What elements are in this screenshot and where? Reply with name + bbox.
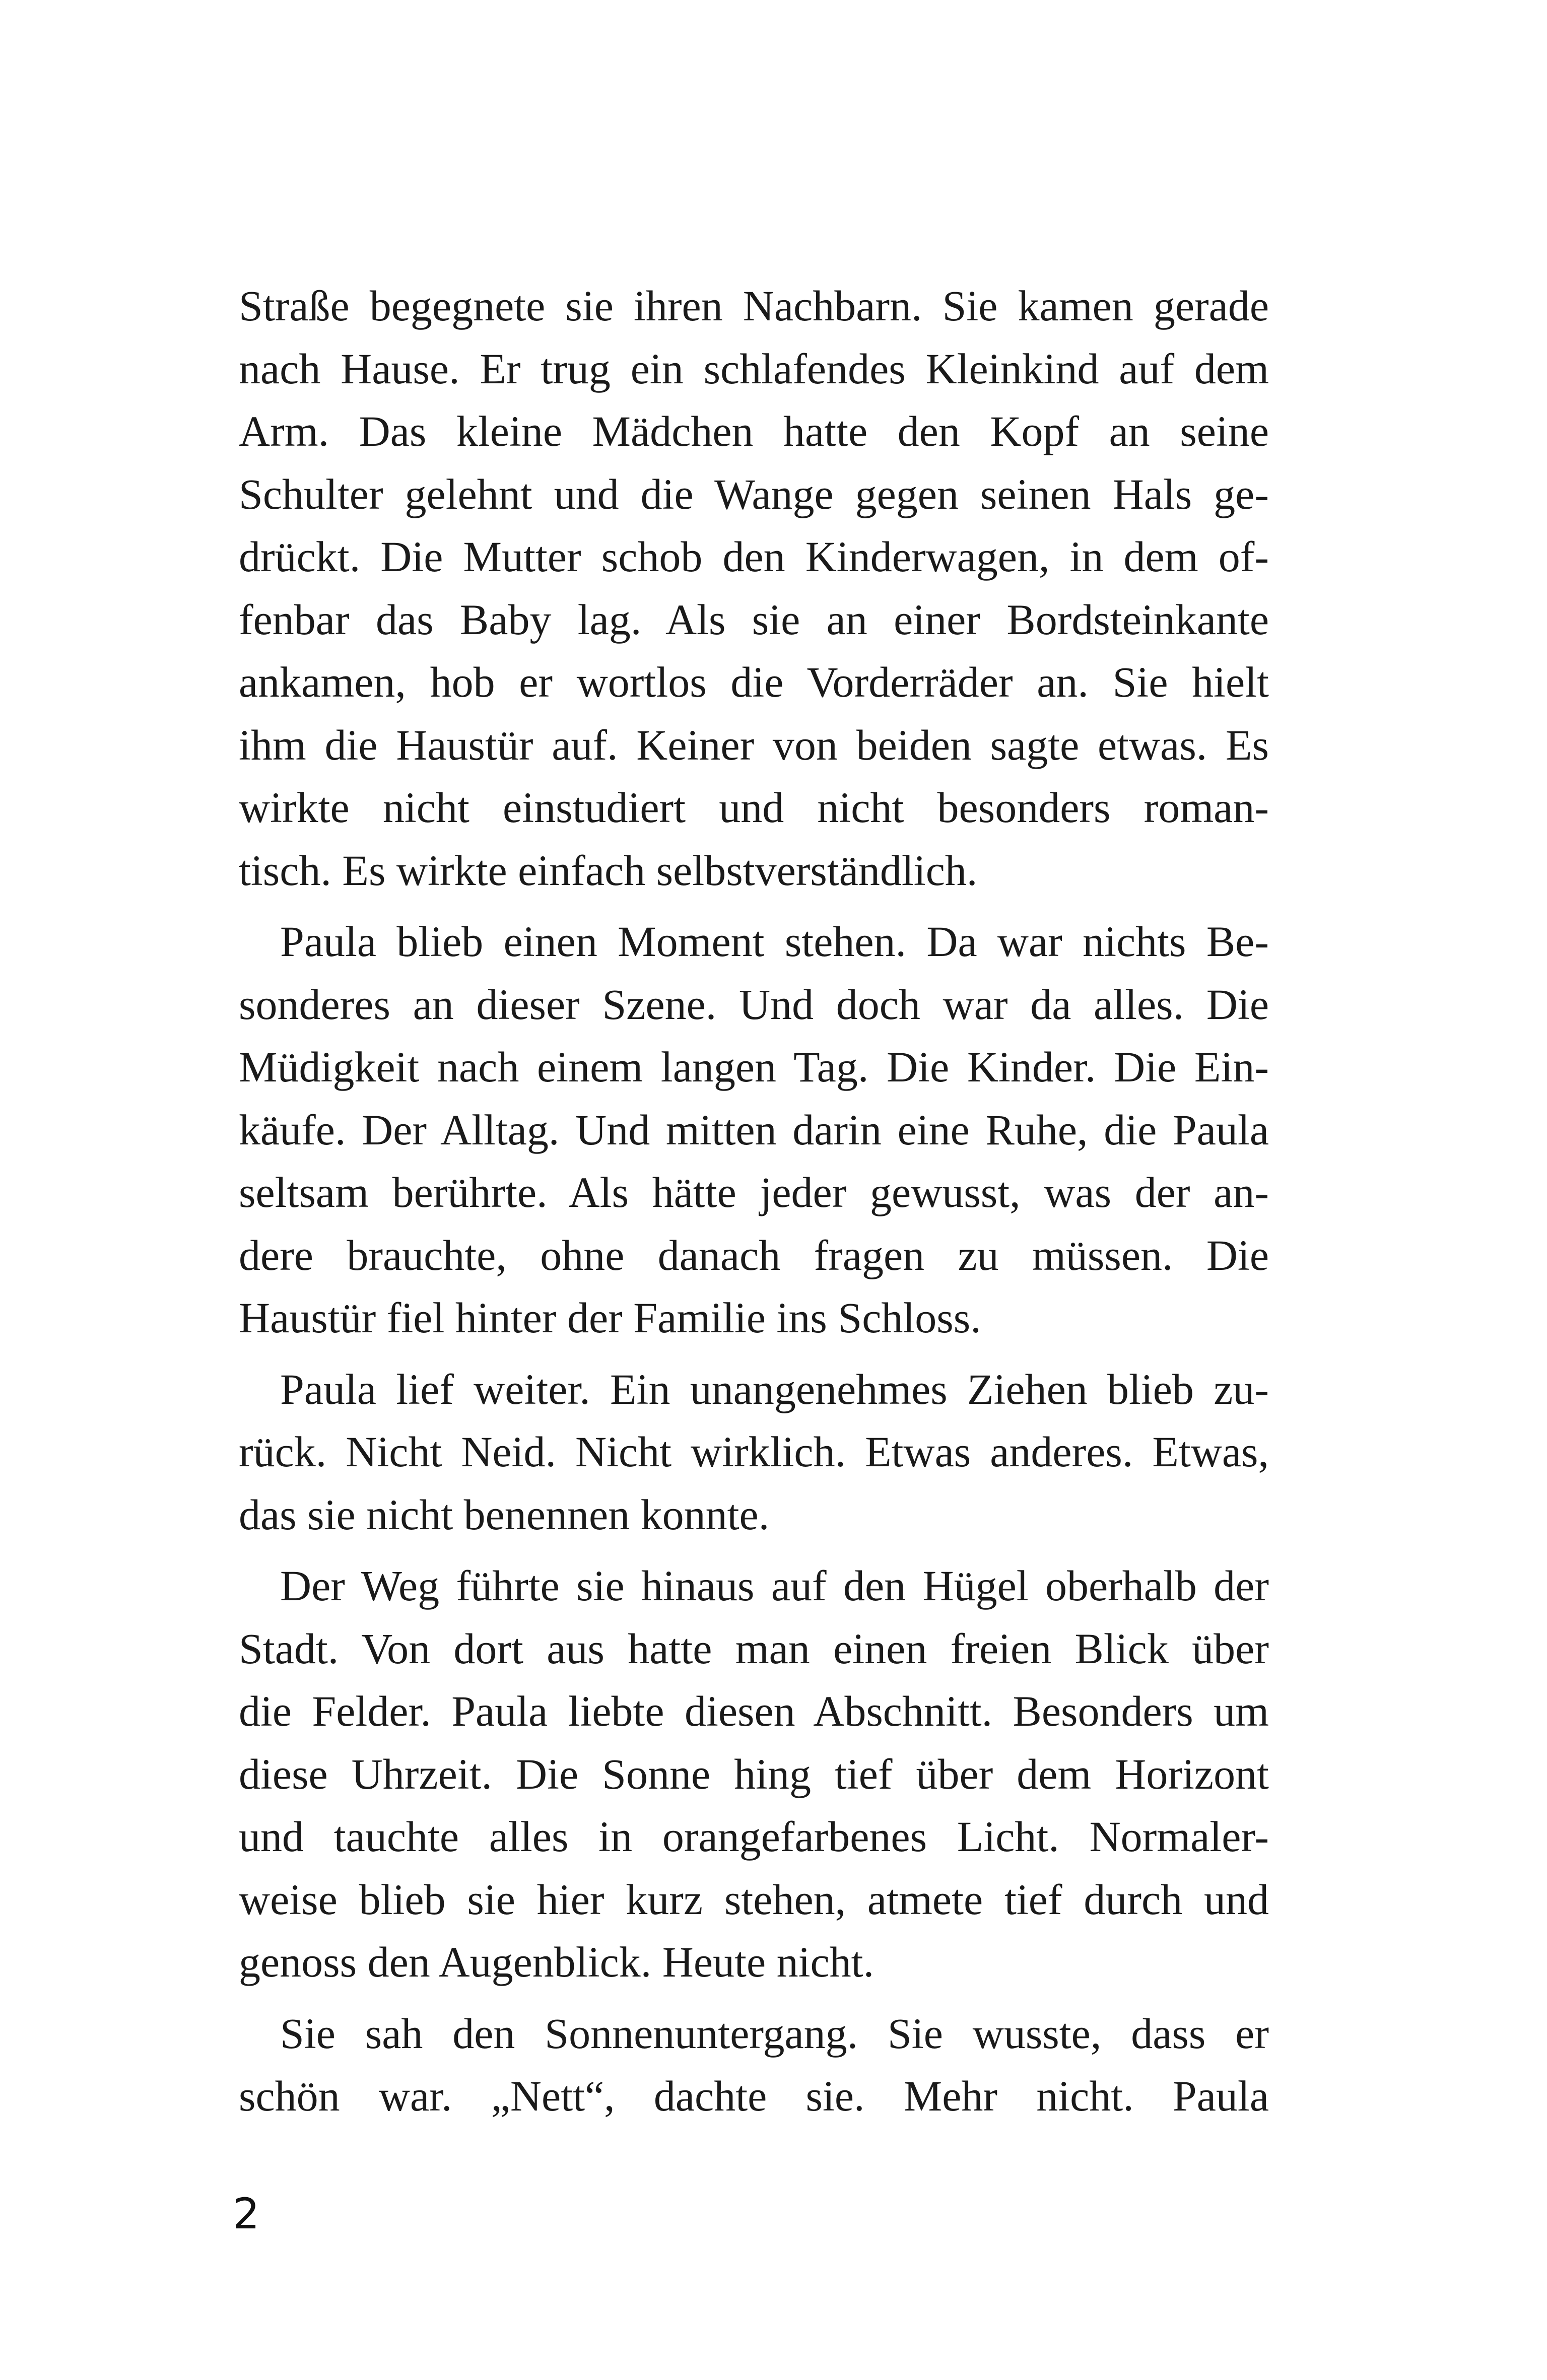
text-line: Schulter gelehnt und die Wange gegen seinen Hals ge- <box>239 469 1269 518</box>
text-line: Arm. Das kleine Mädchen hatte den Kopf an seine <box>239 407 1269 455</box>
text-line: und tauchte alles in orangefarbenes Licht. Normaler- <box>239 1812 1269 1861</box>
text-line: rück. Nicht Neid. Nicht wirklich. Etwas anderes. Etwas, <box>239 1427 1269 1476</box>
text-line: die Felder. Paula liebte diesen Abschnitt. Besonders um <box>239 1687 1269 1735</box>
text-line: das sie nicht benennen konnte. <box>239 1490 770 1539</box>
text-line: nach Hause. Er trug ein schlafendes Kleinkind auf dem <box>239 344 1269 393</box>
text-line: weise blieb sie hier kurz stehen, atmete tief durch und <box>239 1875 1269 1924</box>
text-line: seltsam berührte. Als hätte jeder gewusst, was der an- <box>239 1168 1269 1216</box>
body-text <box>239 275 1269 2128</box>
paragraph <box>239 910 1269 1349</box>
text-line: Stadt. Von dort aus hatte man einen freien Blick über <box>239 1624 1269 1673</box>
text-line: Sie sah den Sonnenuntergang. Sie wusste, dass er <box>280 2009 1269 2058</box>
paragraph <box>239 275 1269 902</box>
text-line: schön war. „Nett“, dachte sie. Mehr nicht. Paula <box>239 2072 1269 2120</box>
text-line: sonderes an dieser Szene. Und doch war da alles. Die <box>239 980 1269 1029</box>
paragraph <box>239 2002 1269 2128</box>
text-line: ihm die Haustür auf. Keiner von beiden sagte etwas. Es <box>239 720 1269 769</box>
text-line: Paula blieb einen Moment stehen. Da war nichts Be- <box>280 917 1269 966</box>
text-line: Straße begegnete sie ihren Nachbarn. Sie kamen gerade <box>239 282 1269 330</box>
text-line: diese Uhrzeit. Die Sonne hing tief über dem Horizont <box>239 1749 1269 1798</box>
text-line: käufe. Der Alltag. Und mitten darin eine Ruhe, die Paula <box>239 1105 1269 1154</box>
paragraph <box>239 1358 1269 1546</box>
text-line: ankamen, hob er wortlos die Vorderräder an. Sie hielt <box>239 658 1269 706</box>
page-number: 2 <box>233 2189 260 2238</box>
text-line: Paula lief weiter. Ein unangenehmes Ziehen blieb zu- <box>280 1365 1269 1413</box>
text-line: fenbar das Baby lag. Als sie an einer Bordsteinkante <box>239 595 1269 644</box>
text-line: wirkte nicht einstudiert und nicht besonders roman- <box>239 783 1269 832</box>
text-line: tisch. Es wirkte einfach selbstverständlich. <box>239 846 978 895</box>
text-line: Haustür fiel hinter der Familie ins Schloss. <box>239 1294 981 1342</box>
text-line: dere brauchte, ohne danach fragen zu müssen. Die <box>239 1231 1269 1279</box>
text-line: drückt. Die Mutter schob den Kinderwagen, in dem of- <box>239 532 1269 581</box>
text-line: Der Weg führte sie hinaus auf den Hügel oberhalb der <box>280 1561 1269 1610</box>
text-line: Müdigkeit nach einem langen Tag. Die Kinder. Die Ein- <box>239 1043 1269 1091</box>
text-line: genoss den Augenblick. Heute nicht. <box>239 1938 875 1986</box>
paragraph <box>239 1554 1269 1994</box>
